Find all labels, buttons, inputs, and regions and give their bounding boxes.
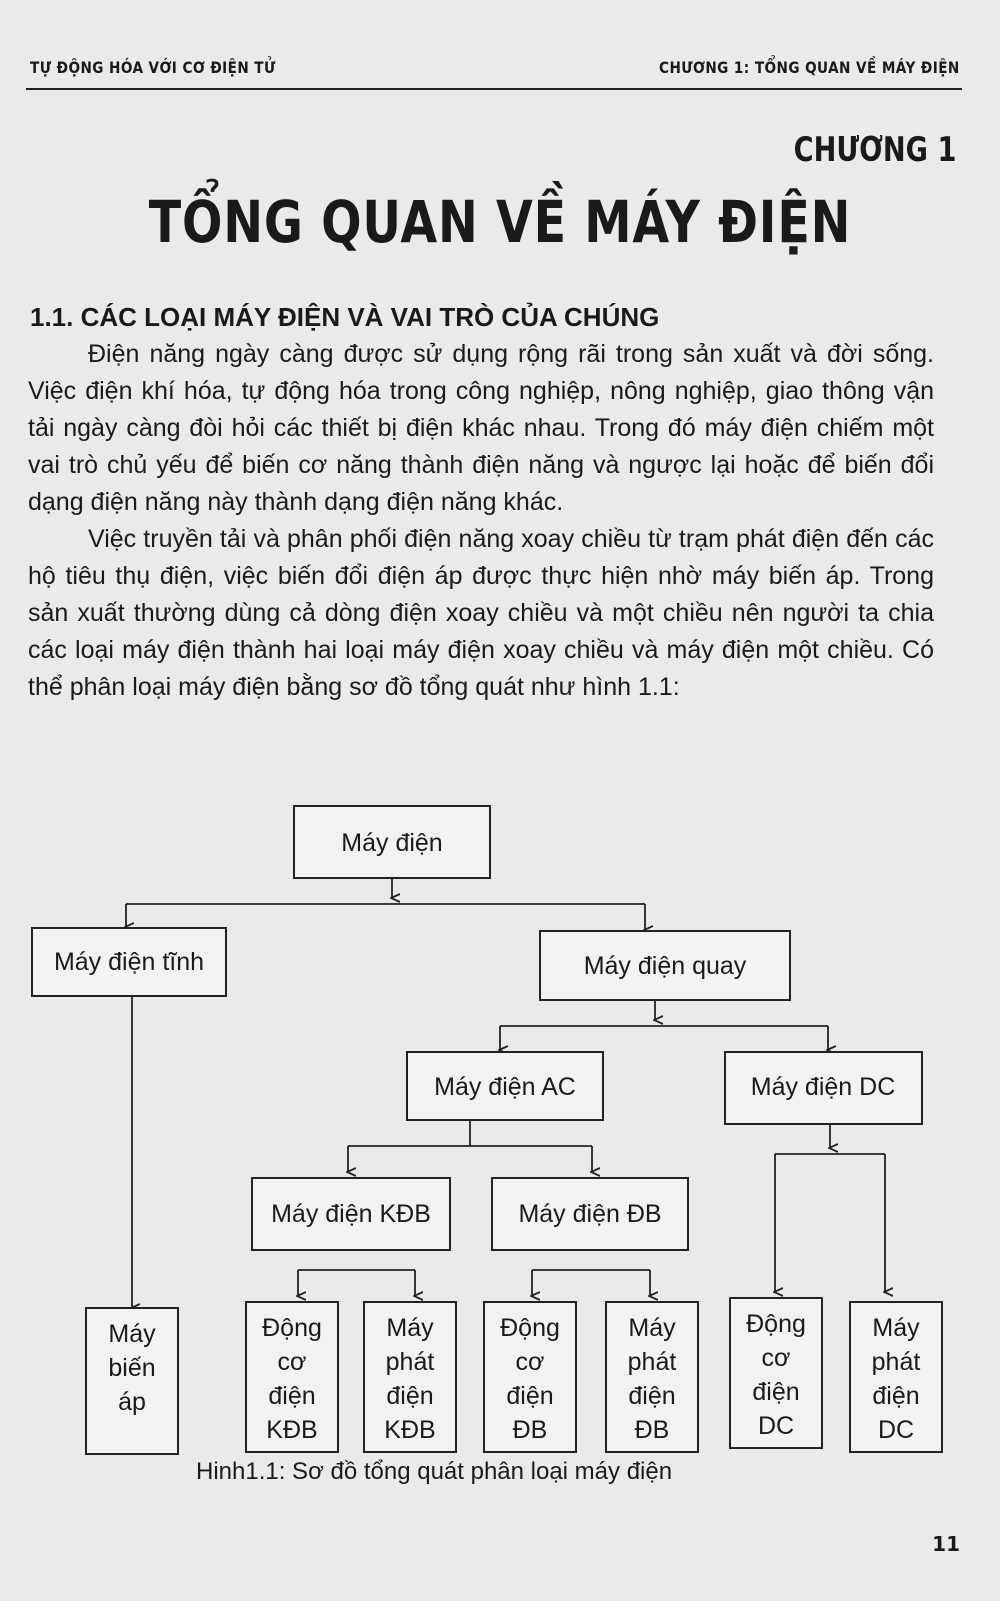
- leaf-line: áp: [118, 1388, 146, 1416]
- leaf-line: điện: [506, 1382, 554, 1410]
- box-static: [32, 928, 226, 996]
- label-async: Máy điện KĐB: [271, 1200, 431, 1228]
- label-dc: Máy điện DC: [750, 1073, 896, 1101]
- leaf-line: Động: [746, 1310, 806, 1338]
- box-root: [294, 806, 490, 878]
- leaf-line: Động: [500, 1314, 560, 1342]
- leaf-line: điện: [752, 1378, 800, 1406]
- leaf-line: ĐB: [512, 1416, 548, 1444]
- leaf-line: KĐB: [266, 1416, 318, 1444]
- box-dc-motor: [730, 1298, 822, 1448]
- label-static: Máy điện tĩnh: [53, 948, 205, 976]
- leaf-line: cơ: [515, 1348, 545, 1376]
- box-dc-generator: [850, 1302, 942, 1452]
- label-root: Máy điện: [341, 829, 443, 857]
- chapter-title: TỔNG QUAN VỀ MÁY ĐIỆN: [148, 188, 852, 256]
- box-sync-generator: [606, 1302, 698, 1452]
- box-rotating: [540, 931, 790, 1000]
- leaf-line: DC: [877, 1416, 915, 1444]
- box-async-generator: [364, 1302, 456, 1452]
- paragraph-1: Điện năng ngày càng được sử dụng rộng rãi trong sản xuất và đời sống. Việc điện khí hóa, tự động hóa trong công nghiệp, nông nghiệp, giao thông vận tải ngày càng đòi hỏi các thiết bị điện khác nhau. Trong đó máy điện chiếm một vai trò chủ yếu để biến cơ năng thành điện năng và ngược lại hoặc để biến đổi dạng điện năng này thành dạng điện năng khác.: [28, 340, 934, 516]
- label-rotating: Máy điện quay: [583, 952, 747, 980]
- leaf-line: Máy: [386, 1314, 434, 1342]
- leaf-line: Động: [262, 1314, 322, 1342]
- section-heading: 1.1. CÁC LOẠI MÁY ĐIỆN VÀ VAI TRÒ CỦA CHÚNG: [30, 302, 660, 332]
- leaf-line: điện: [872, 1382, 920, 1410]
- box-sync-motor: [484, 1302, 576, 1452]
- leaf-line: phát: [871, 1348, 921, 1376]
- box-transformer: [86, 1308, 178, 1454]
- box-async-motor: [246, 1302, 338, 1452]
- leaf-line: cơ: [277, 1348, 307, 1376]
- label-sync: Máy điện ĐB: [518, 1200, 662, 1228]
- leaf-line: cơ: [761, 1344, 791, 1372]
- leaf-line: Máy: [108, 1320, 156, 1348]
- running-header-right: CHƯƠNG 1: TỔNG QUAN VỀ MÁY ĐIỆN: [659, 58, 960, 77]
- chapter-label: CHƯƠNG 1: [793, 130, 956, 170]
- running-header-left: TỰ ĐỘNG HÓA VỚI CƠ ĐIỆN TỬ: [30, 58, 276, 77]
- leaf-line: điện: [628, 1382, 676, 1410]
- figure-caption: Hinh1.1: Sơ đồ tổng quát phân loại máy điện: [196, 1458, 673, 1485]
- leaf-line: phát: [385, 1348, 435, 1376]
- paragraph-2: Việc truyền tải và phân phối điện năng xoay chiều từ trạm phát điện đến các hộ tiêu thụ điện, việc biến đổi điện áp được thực hiện nhờ máy biến áp. Trong sản xuất thường dùng cả dòng điện xoay chiều và một chiều nên người ta chia các loại máy điện thành hai loại máy điện xoay chiều và máy điện một chiều. Có thể phân loại máy điện bằng sơ đồ tổng quát như hình 1.1:: [28, 525, 934, 701]
- leaf-line: biến: [108, 1354, 156, 1382]
- leaf-line: Máy: [628, 1314, 676, 1342]
- leaf-line: điện: [268, 1382, 316, 1410]
- box-ac: [407, 1052, 603, 1120]
- leaf-line: KĐB: [384, 1416, 436, 1444]
- box-async: [252, 1178, 450, 1250]
- leaf-line: DC: [757, 1412, 795, 1440]
- box-dc: [725, 1052, 922, 1124]
- leaf-line: ĐB: [634, 1416, 670, 1444]
- page-number: 11: [932, 1532, 960, 1556]
- leaf-line: điện: [386, 1382, 434, 1410]
- leaf-line: Máy: [872, 1314, 920, 1342]
- leaf-line: phát: [627, 1348, 677, 1376]
- label-ac: Máy điện AC: [434, 1073, 576, 1101]
- box-sync: [492, 1178, 688, 1250]
